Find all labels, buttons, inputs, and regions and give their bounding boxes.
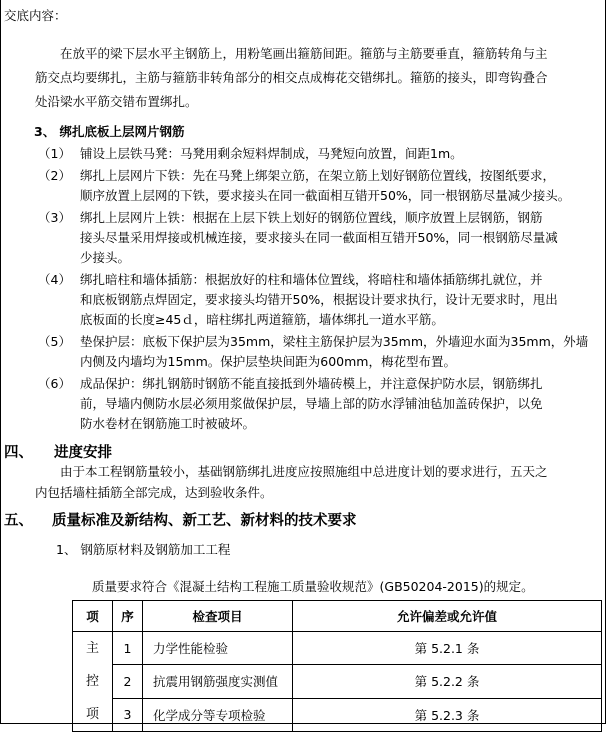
item-line: 垫保护层：底板下保护层为35mm，梁柱主筋保护层为35mm，外墙迎水面为35mm，外墙 — [80, 334, 589, 349]
seq-cell: 3 — [113, 698, 143, 731]
table-row — [73, 698, 602, 731]
header-category: 项 — [73, 601, 113, 632]
value-cell: 第 5.2.3 条 — [293, 698, 602, 731]
seq-cell: 1 — [113, 632, 143, 665]
category-cell — [73, 632, 113, 732]
item-number: （3） — [38, 210, 71, 225]
item-line: 底板面的长度≥45ｄ，暗柱绑扎两道箍筋，墙体绑扎一道水平筋。 — [80, 312, 444, 327]
item-number: （4） — [38, 272, 71, 287]
value-cell: 第 5.2.2 条 — [293, 665, 602, 698]
section-3-title: 3、 绑扎底板上层网片钢筋 — [34, 124, 185, 139]
section-5-title: 质量标准及新结构、新工艺、新材料的技术要求 — [52, 513, 357, 529]
section-5-note: 质量要求符合《混凝土结构工程施工质量验收规范》(GB50204-2015)的规定。 — [92, 579, 534, 594]
table-row — [73, 632, 602, 665]
intro-para-line: 处沿梁水平筋交错布置绑扎。 — [35, 94, 198, 109]
category-char: 项 — [85, 707, 99, 722]
intro-para-line: 在放平的梁下层水平主钢筋上，用粉笔画出箍筋间距。箍筋与主筋要垂直，箍筋转角与主 — [60, 46, 548, 61]
item-line: 绑扎上层网片上铁：根据在上层下铁上划好的钢筋位置线，顺序放置上层钢筋，钢筋 — [80, 210, 543, 225]
item-cell: 抗震用钢筋强度实测值 — [143, 665, 293, 698]
intro-para-line: 筋交点均要绑扎，主筋与箍筋非转角部分的相交点成梅花交错绑扎。箍筋的接头，即弯钩叠合 — [35, 70, 548, 85]
section-5-number: 五、 — [4, 513, 33, 529]
category-char: 主 — [85, 641, 99, 656]
category-char: 控 — [85, 674, 99, 689]
item-line: 接头尽量采用焊接或机械连接，要求接头在同一截面相互错开50%，同一根钢筋尽量减 — [80, 230, 558, 245]
seq-cell: 2 — [113, 665, 143, 698]
header-value: 允许偏差或允许值 — [293, 601, 602, 632]
item-number: （6） — [38, 376, 71, 391]
intro-label: 交底内容： — [4, 8, 67, 23]
item-line: 绑扎上层网片下铁：先在马凳上绑架立筋，在架立筋上划好钢筋位置线，按图纸要求， — [80, 168, 556, 183]
quality-check-table — [72, 600, 602, 732]
section-4-line: 由于本工程钢筋量较小，基础钢筋绑扎进度应按照施组中总进度计划的要求进行，五天之 — [60, 464, 548, 479]
section-4-number: 四、 — [4, 445, 33, 461]
table-header-row — [73, 601, 602, 632]
item-line: 成品保护：绑扎钢筋时钢筋不能直接抵到外墙砖模上，并注意保护防水层，钢筋绑扎 — [80, 376, 543, 391]
item-line: 顺序放置上层网的下铁，要求接头在同一截面相互错开50%，同一根钢筋尽量减少接头。 — [80, 188, 571, 203]
table-row — [73, 665, 602, 698]
item-line: 前，导墙内侧防水层必须用浆做保护层，导墙上部的防水浮铺油毡加盖砖保护，以免 — [80, 396, 543, 411]
value-cell: 第 5.2.1 条 — [293, 632, 602, 665]
item-number: （5） — [38, 334, 71, 349]
section-4-line: 内包括墙柱插筋全部完成，达到验收条件。 — [35, 485, 273, 500]
section-4-title: 进度安排 — [54, 445, 112, 461]
item-cell: 化学成分等专项检验 — [143, 698, 293, 731]
item-line: 绑扎暗柱和墙体插筋：根据放好的柱和墙体位置线，将暗柱和墙体插筋绑扎就位，并 — [80, 272, 543, 287]
item-line: 少接头。 — [80, 250, 131, 265]
section-5-subtitle: 1、 钢筋原材料及钢筋加工工程 — [56, 542, 231, 557]
item-number: （2） — [38, 168, 71, 183]
item-line: 防水卷材在钢筋施工时被破坏。 — [80, 416, 256, 431]
item-line: 铺设上层铁马凳：马凳用剩余短料焊制成，马凳短向放置，间距1m。 — [80, 146, 463, 161]
item-line: 内侧及内墙均为15mm。保护层垫块间距为600mm，梅花型布置。 — [80, 354, 456, 369]
header-seq: 序 — [113, 601, 143, 632]
item-line: 和底板钢筋点焊固定，要求接头均错开50%，根据设计要求执行，设计无要求时，甩出 — [80, 292, 558, 307]
item-number: （1） — [38, 146, 71, 161]
header-item: 检查项目 — [143, 601, 293, 632]
item-cell: 力学性能检验 — [143, 632, 293, 665]
